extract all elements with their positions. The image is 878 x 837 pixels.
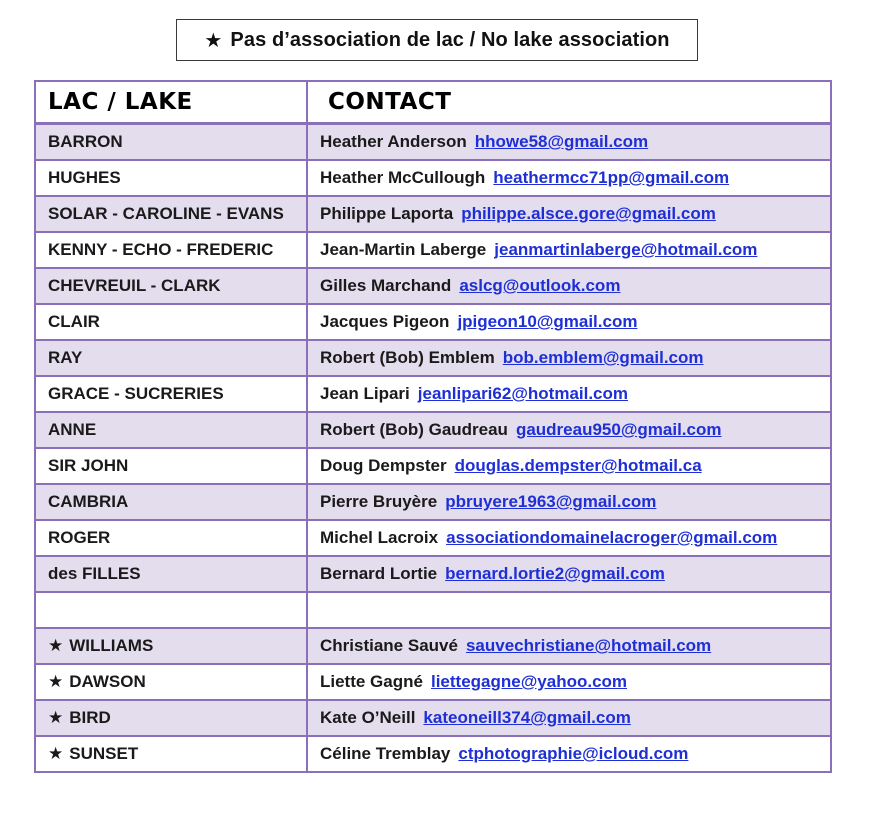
lake-cell bbox=[35, 340, 307, 376]
lake-name: CHEVREUIL - CLARK bbox=[48, 276, 221, 295]
lake-cell bbox=[35, 700, 307, 736]
table-row bbox=[35, 412, 831, 448]
table-row bbox=[35, 484, 831, 520]
contact-name: Jean Lipari bbox=[320, 384, 410, 403]
contact-name: Doug Dempster bbox=[320, 456, 447, 475]
contact-cell bbox=[307, 592, 831, 628]
contact-email-link[interactable]: jeanlipari62@hotmail.com bbox=[417, 384, 629, 403]
lake-cell bbox=[35, 124, 307, 161]
table-row bbox=[35, 556, 831, 592]
contact-cell bbox=[307, 556, 831, 592]
table-row bbox=[35, 700, 831, 736]
contact-name: Jean-Martin Laberge bbox=[320, 240, 487, 259]
contact-name: Robert (Bob) Gaudreau bbox=[320, 420, 508, 439]
star-icon: ★ bbox=[204, 29, 223, 52]
table-row bbox=[35, 520, 831, 556]
contact-name: Philippe Laporta bbox=[320, 204, 454, 223]
lake-cell bbox=[35, 196, 307, 232]
lake-name: SOLAR - CAROLINE - EVANS bbox=[48, 204, 284, 223]
contact-name: Gilles Marchand bbox=[320, 276, 452, 295]
star-icon: ★ bbox=[48, 744, 64, 763]
contact-cell bbox=[307, 340, 831, 376]
contact-email-link[interactable]: ctphotographie@icloud.com bbox=[458, 744, 689, 763]
lake-cell bbox=[35, 448, 307, 484]
lake-cell bbox=[35, 268, 307, 304]
table-row bbox=[35, 376, 831, 412]
lake-name: des FILLES bbox=[48, 564, 141, 583]
table-row bbox=[35, 196, 831, 232]
table-row bbox=[35, 160, 831, 196]
contact-email-link[interactable]: liettegagne@yahoo.com bbox=[430, 672, 628, 691]
contact-email-link[interactable]: pbruyere1963@gmail.com bbox=[445, 492, 657, 511]
lake-name: WILLIAMS bbox=[69, 636, 154, 655]
contact-email-link[interactable]: bernard.lortie2@gmail.com bbox=[445, 564, 665, 583]
star-icon: ★ bbox=[48, 636, 64, 655]
contact-name: Bernard Lortie bbox=[320, 564, 438, 583]
table-row bbox=[35, 448, 831, 484]
header-contact: CONTACT bbox=[307, 81, 831, 124]
contact-name: Pierre Bruyère bbox=[320, 492, 438, 511]
contact-cell bbox=[307, 196, 831, 232]
contact-name: Robert (Bob) Emblem bbox=[320, 348, 495, 367]
lake-name: HUGHES bbox=[48, 168, 121, 187]
table-row bbox=[35, 736, 831, 772]
lake-name: CLAIR bbox=[48, 312, 100, 331]
contact-email-link[interactable]: hhowe58@gmail.com bbox=[474, 132, 649, 151]
lake-cell bbox=[35, 520, 307, 556]
table-row bbox=[35, 304, 831, 340]
contact-cell bbox=[307, 448, 831, 484]
contact-cell bbox=[307, 700, 831, 736]
table-row bbox=[35, 268, 831, 304]
lake-name: GRACE - SUCRERIES bbox=[48, 384, 224, 403]
lake-cell bbox=[35, 592, 307, 628]
lake-cell bbox=[35, 232, 307, 268]
legend-box bbox=[176, 19, 698, 61]
table-row bbox=[35, 124, 831, 161]
lake-cell bbox=[35, 376, 307, 412]
contact-email-link[interactable]: sauvechristiane@hotmail.com bbox=[465, 636, 712, 655]
contact-email-link[interactable]: jeanmartinlaberge@hotmail.com bbox=[494, 240, 758, 259]
lake-name: DAWSON bbox=[69, 672, 146, 691]
lake-name: BARRON bbox=[48, 132, 123, 151]
lake-name: CAMBRIA bbox=[48, 492, 129, 511]
contact-name: Heather Anderson bbox=[320, 132, 467, 151]
contact-name: Céline Tremblay bbox=[320, 744, 451, 763]
lake-cell bbox=[35, 160, 307, 196]
table-row bbox=[35, 628, 831, 664]
contact-name: Kate O’Neill bbox=[320, 708, 416, 727]
header-lake: LAC / LAKE bbox=[35, 81, 307, 124]
contact-email-link[interactable]: heathermcc71pp@gmail.com bbox=[493, 168, 730, 187]
contact-cell bbox=[307, 628, 831, 664]
table-row bbox=[35, 340, 831, 376]
contact-name: Michel Lacroix bbox=[320, 528, 439, 547]
lake-cell bbox=[35, 412, 307, 448]
contact-cell bbox=[307, 520, 831, 556]
contact-cell bbox=[307, 376, 831, 412]
lake-name: ANNE bbox=[48, 420, 97, 439]
lake-cell bbox=[35, 556, 307, 592]
contact-name: Christiane Sauvé bbox=[320, 636, 458, 655]
legend-text: Pas d’association de lac / No lake association bbox=[230, 28, 670, 51]
contact-name: Liette Gagné bbox=[320, 672, 423, 691]
contact-name: Jacques Pigeon bbox=[320, 312, 450, 331]
star-icon: ★ bbox=[48, 672, 64, 691]
contact-cell bbox=[307, 484, 831, 520]
lake-name: ROGER bbox=[48, 528, 111, 547]
contact-cell bbox=[307, 268, 831, 304]
table-row bbox=[35, 232, 831, 268]
contact-cell bbox=[307, 124, 831, 161]
lake-name: SIR JOHN bbox=[48, 456, 129, 475]
contact-cell bbox=[307, 664, 831, 700]
table-row bbox=[35, 664, 831, 700]
contact-cell bbox=[307, 160, 831, 196]
contact-email-link[interactable]: kateoneill374@gmail.com bbox=[423, 708, 631, 727]
lake-cell bbox=[35, 628, 307, 664]
contact-cell bbox=[307, 304, 831, 340]
star-icon: ★ bbox=[48, 708, 64, 727]
contact-email-link[interactable]: gaudreau950@gmail.com bbox=[515, 420, 722, 439]
table-header-row bbox=[35, 81, 831, 124]
lake-name: BIRD bbox=[69, 708, 111, 727]
lake-cell bbox=[35, 484, 307, 520]
contact-cell bbox=[307, 736, 831, 772]
contact-email-link[interactable]: associationdomainelacroger@gmail.com bbox=[446, 528, 778, 547]
contact-email-link[interactable]: aslcg@outlook.com bbox=[459, 276, 621, 295]
contact-email-link[interactable]: philippe.alsce.gore@gmail.com bbox=[461, 204, 716, 223]
contact-cell bbox=[307, 412, 831, 448]
lake-name: SUNSET bbox=[69, 744, 139, 763]
lake-cell bbox=[35, 736, 307, 772]
lake-cell bbox=[35, 304, 307, 340]
table-row bbox=[35, 592, 831, 628]
contact-cell bbox=[307, 232, 831, 268]
contact-name: Heather McCullough bbox=[320, 168, 486, 187]
contact-email-link[interactable]: bob.emblem@gmail.com bbox=[502, 348, 704, 367]
lake-name: RAY bbox=[48, 348, 83, 367]
contact-email-link[interactable]: jpigeon10@gmail.com bbox=[457, 312, 638, 331]
lake-contacts-table bbox=[34, 80, 832, 773]
lake-cell bbox=[35, 664, 307, 700]
lake-name: KENNY - ECHO - FREDERIC bbox=[48, 240, 274, 259]
contact-email-link[interactable]: douglas.dempster@hotmail.ca bbox=[454, 456, 702, 475]
